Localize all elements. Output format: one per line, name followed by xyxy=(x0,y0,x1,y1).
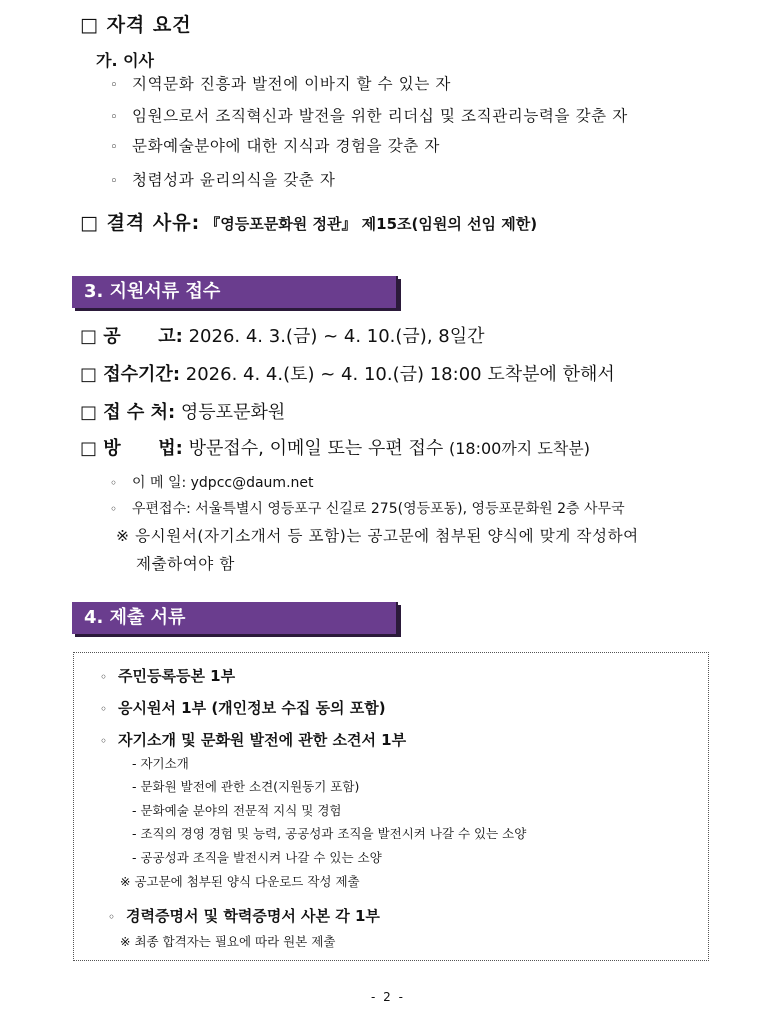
document-item: ◦ 경력증명서 및 학력증명서 사본 각 1부 xyxy=(108,907,380,925)
list-item: ◦ 문화예술분야에 대한 지식과 경험을 갖춘 자 xyxy=(110,137,440,155)
bullet-icon: ◦ xyxy=(100,702,108,716)
document-item: ◦ 응시원서 1부 (개인정보 수집 동의 포함) xyxy=(100,699,386,717)
document-item: ◦ 주민등록등본 1부 xyxy=(100,667,236,685)
method-row xyxy=(80,434,590,460)
bullet-icon: ◦ xyxy=(110,78,119,93)
row-extra: (18:00까지 도착분) xyxy=(448,439,590,458)
document-item: ◦ 자기소개 및 문화원 발전에 관한 소견서 1부 xyxy=(100,731,407,749)
row-label: □ 공 고: xyxy=(80,326,183,347)
note-line-continued: 제출하여야 함 xyxy=(136,555,235,573)
disqualification-text: 『영등포문화원 정관』 제15조(임원의 선임 제한) xyxy=(205,215,538,233)
sub-note: ※ 공고문에 첨부된 양식 다운로드 작성 제출 xyxy=(120,874,360,889)
qualification-heading: □ 자격 요건 xyxy=(80,14,192,36)
bullet-icon: ◦ xyxy=(110,502,118,516)
documents-box xyxy=(73,652,709,961)
qualification-subheading: 가. 이사 xyxy=(96,51,155,70)
application-period-row xyxy=(80,360,615,386)
disqualification-label: □ 결격 사유: xyxy=(80,212,201,234)
application-place-row xyxy=(80,398,285,424)
sub-item: - 조직의 경영 경험 및 능력, 공공성과 조직을 발전시켜 나갈 수 있는 소양 xyxy=(132,826,527,841)
row-value: 2026. 4. 4.(토) ~ 4. 10.(금) 18:00 도착분에 한해서 xyxy=(185,364,615,385)
bullet-icon: ◦ xyxy=(108,910,116,924)
bullet-icon: ◦ xyxy=(110,140,119,155)
bullet-icon: ◦ xyxy=(110,174,119,189)
sub-item: - 공공성과 조직을 발전시켜 나갈 수 있는 소양 xyxy=(132,850,382,865)
page-number: - 2 - xyxy=(371,990,405,1004)
sub-item: - 문화예술 분야의 전문적 지식 및 경험 xyxy=(132,803,342,818)
sub-item: - 문화원 발전에 관한 소견(지원동기 포함) xyxy=(132,779,360,794)
bullet-icon: ◦ xyxy=(110,110,119,125)
row-label: □ 접수기간: xyxy=(80,364,181,385)
sub-item: - 자기소개 xyxy=(132,756,189,771)
row-value: 방문접수, 이메일 또는 우편 접수 xyxy=(188,438,444,459)
notice-period-row xyxy=(80,322,485,348)
row-value: 2026. 4. 3.(금) ~ 4. 10.(금), 8일간 xyxy=(188,326,485,347)
bullet-icon: ◦ xyxy=(100,734,108,748)
row-label: □ 접 수 처: xyxy=(80,402,176,423)
section-3-banner: 3. 지원서류 접수 xyxy=(72,276,398,308)
row-label: □ 방 법: xyxy=(80,438,183,459)
list-item: ◦ 지역문화 진흥과 발전에 이바지 할 수 있는 자 xyxy=(110,75,452,93)
bullet-icon: ◦ xyxy=(100,670,108,684)
list-item: ◦ 청렴성과 윤리의식을 갖춘 자 xyxy=(110,171,336,189)
post-line: ◦ 우편접수: 서울특별시 영등포구 신길로 275(영등포동), 영등포문화원 2층 사무국 xyxy=(110,501,625,517)
list-item: ◦ 임원으로서 조직혁신과 발전을 위한 리더십 및 조직관리능력을 갖춘 자 xyxy=(110,107,628,125)
disqualification-line xyxy=(80,208,537,235)
sub-note: ※ 최종 합격자는 필요에 따라 원본 제출 xyxy=(120,934,336,949)
email-line: ◦ 이 메 일: ydpcc@daum.net xyxy=(110,475,314,491)
bullet-icon: ◦ xyxy=(110,476,118,490)
section-4-banner: 4. 제출 서류 xyxy=(72,602,398,634)
note-line: ※ 응시원서(자기소개서 등 포함)는 공고문에 첨부된 양식에 맞게 작성하여 xyxy=(116,527,639,545)
row-value: 영등포문화원 xyxy=(180,402,286,423)
